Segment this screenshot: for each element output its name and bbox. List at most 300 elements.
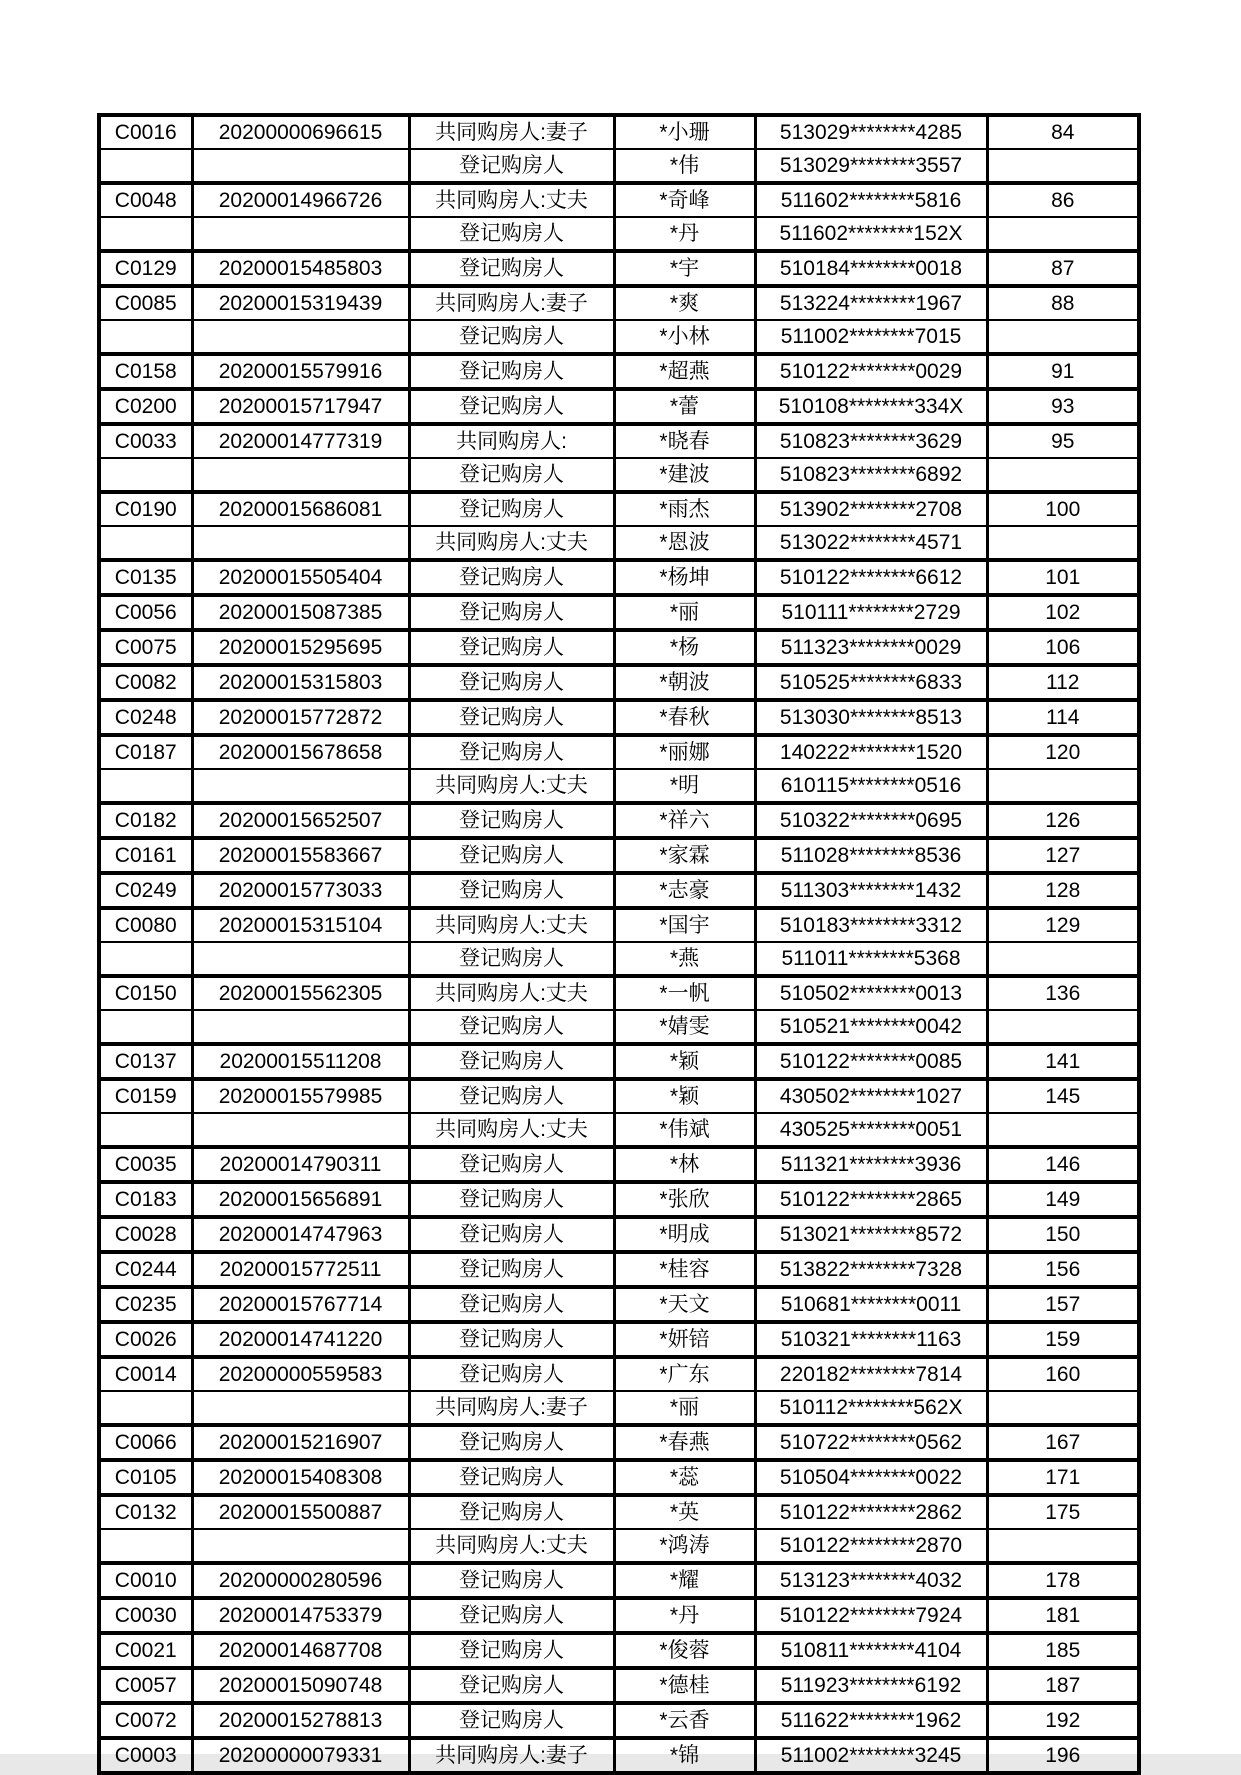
table-row [99, 1391, 1139, 1425]
cell-id-number: 513021********8572 [755, 1217, 987, 1252]
cell-code: C0200 [99, 389, 192, 424]
table-row [99, 560, 1139, 595]
cell-code [99, 526, 192, 560]
cell-sequence-no: 86 [987, 183, 1139, 217]
cell-buyer-role: 登记购房人 [409, 1703, 614, 1738]
cell-buyer-role: 登记购房人 [409, 735, 614, 769]
table-row [99, 1738, 1139, 1773]
table-row [99, 354, 1139, 389]
cell-sequence-no: 196 [987, 1738, 1139, 1773]
cell-buyer-role: 登记购房人 [409, 1668, 614, 1703]
cell-id-number: 513224********1967 [755, 286, 987, 320]
cell-buyer-role: 登记购房人 [409, 1217, 614, 1252]
cell-id-number: 511002********3245 [755, 1738, 987, 1773]
cell-application-no: 20200015278813 [192, 1703, 409, 1738]
cell-id-number: 513822********7328 [755, 1252, 987, 1287]
cell-application-no: 20200015315104 [192, 908, 409, 942]
cell-code: C0129 [99, 251, 192, 286]
cell-sequence-no: 175 [987, 1495, 1139, 1529]
cell-code: C0085 [99, 286, 192, 320]
cell-buyer-role: 登记购房人 [409, 873, 614, 908]
cell-sequence-no: 181 [987, 1598, 1139, 1633]
table-row [99, 665, 1139, 700]
cell-buyer-name: *丹 [614, 217, 755, 251]
cell-buyer-name: *爽 [614, 286, 755, 320]
cell-buyer-name: *天文 [614, 1287, 755, 1322]
cell-sequence-no: 88 [987, 286, 1139, 320]
cell-id-number: 511011********5368 [755, 942, 987, 976]
cell-application-no: 20200000559583 [192, 1357, 409, 1391]
table-row [99, 389, 1139, 424]
cell-application-no [192, 942, 409, 976]
cell-sequence-no: 146 [987, 1147, 1139, 1182]
table-row [99, 1010, 1139, 1044]
cell-id-number: 510122********6612 [755, 560, 987, 595]
cell-buyer-role: 共同购房人:丈夫 [409, 1113, 614, 1147]
cell-id-number: 510122********0029 [755, 354, 987, 389]
cell-buyer-role: 登记购房人 [409, 389, 614, 424]
cell-buyer-role: 登记购房人 [409, 700, 614, 735]
table-row [99, 115, 1139, 149]
cell-sequence-no [987, 458, 1139, 492]
cell-code: C0066 [99, 1425, 192, 1460]
cell-buyer-name: *蕾 [614, 389, 755, 424]
cell-application-no: 20200015772511 [192, 1252, 409, 1287]
cell-id-number: 220182********7814 [755, 1357, 987, 1391]
cell-buyer-name: *奇峰 [614, 183, 755, 217]
cell-code: C0014 [99, 1357, 192, 1391]
cell-buyer-role: 登记购房人 [409, 665, 614, 700]
cell-sequence-no: 100 [987, 492, 1139, 526]
cell-code [99, 1391, 192, 1425]
cell-buyer-role: 登记购房人 [409, 1357, 614, 1391]
cell-id-number: 510502********0013 [755, 976, 987, 1010]
cell-id-number: 510823********3629 [755, 424, 987, 458]
cell-buyer-name: *颖 [614, 1079, 755, 1113]
cell-code: C0072 [99, 1703, 192, 1738]
cell-application-no [192, 149, 409, 183]
cell-code: C0182 [99, 803, 192, 838]
cell-buyer-role: 共同购房人:丈夫 [409, 908, 614, 942]
cell-buyer-role: 共同购房人:丈夫 [409, 1529, 614, 1563]
cell-buyer-role: 登记购房人 [409, 1079, 614, 1113]
cell-id-number: 610115********0516 [755, 769, 987, 803]
cell-buyer-role: 登记购房人 [409, 1425, 614, 1460]
cell-buyer-role: 登记购房人 [409, 1147, 614, 1182]
cell-buyer-name: *妍锫 [614, 1322, 755, 1357]
cell-sequence-no [987, 526, 1139, 560]
cell-id-number: 510811********4104 [755, 1633, 987, 1668]
cell-sequence-no: 156 [987, 1252, 1139, 1287]
cell-code [99, 1529, 192, 1563]
cell-buyer-name: *宇 [614, 251, 755, 286]
cell-buyer-name: *英 [614, 1495, 755, 1529]
cell-code [99, 769, 192, 803]
cell-buyer-name: *鸿涛 [614, 1529, 755, 1563]
cell-sequence-no: 127 [987, 838, 1139, 873]
cell-application-no: 20200014753379 [192, 1598, 409, 1633]
cell-buyer-name: *丽娜 [614, 735, 755, 769]
cell-id-number: 511002********7015 [755, 320, 987, 354]
cell-id-number: 513029********4285 [755, 115, 987, 149]
cell-code: C0183 [99, 1182, 192, 1217]
cell-application-no: 20200015216907 [192, 1425, 409, 1460]
cell-sequence-no [987, 149, 1139, 183]
cell-id-number: 510122********2865 [755, 1182, 987, 1217]
cell-code [99, 149, 192, 183]
cell-id-number: 511602********152X [755, 217, 987, 251]
cell-id-number: 140222********1520 [755, 735, 987, 769]
cell-id-number: 511622********1962 [755, 1703, 987, 1738]
cell-id-number: 510521********0042 [755, 1010, 987, 1044]
cell-application-no: 20200015579916 [192, 354, 409, 389]
table-row [99, 700, 1139, 735]
cell-sequence-no: 120 [987, 735, 1139, 769]
cell-code: C0080 [99, 908, 192, 942]
table-row [99, 183, 1139, 217]
cell-sequence-no: 149 [987, 1182, 1139, 1217]
table-row [99, 1217, 1139, 1252]
cell-sequence-no: 84 [987, 115, 1139, 149]
table-row [99, 1633, 1139, 1668]
cell-application-no [192, 526, 409, 560]
cell-sequence-no: 106 [987, 630, 1139, 665]
cell-code: C0057 [99, 1668, 192, 1703]
table-row [99, 458, 1139, 492]
cell-buyer-name: *明成 [614, 1217, 755, 1252]
cell-buyer-role: 登记购房人 [409, 354, 614, 389]
cell-code: C0026 [99, 1322, 192, 1357]
cell-sequence-no: 129 [987, 908, 1139, 942]
cell-code: C0150 [99, 976, 192, 1010]
cell-buyer-role: 登记购房人 [409, 595, 614, 630]
cell-buyer-role: 登记购房人 [409, 492, 614, 526]
cell-sequence-no: 141 [987, 1044, 1139, 1079]
cell-sequence-no: 145 [987, 1079, 1139, 1113]
cell-buyer-name: *林 [614, 1147, 755, 1182]
table-row [99, 735, 1139, 769]
purchaser-roster-table [97, 113, 1141, 1775]
cell-id-number: 510122********2862 [755, 1495, 987, 1529]
cell-buyer-role: 登记购房人 [409, 149, 614, 183]
cell-buyer-name: *伟斌 [614, 1113, 755, 1147]
cell-buyer-name: *国宇 [614, 908, 755, 942]
cell-application-no: 20200015319439 [192, 286, 409, 320]
cell-id-number: 510122********2870 [755, 1529, 987, 1563]
cell-application-no: 20200015485803 [192, 251, 409, 286]
cell-id-number: 510111********2729 [755, 595, 987, 630]
cell-code: C0056 [99, 595, 192, 630]
table-row [99, 838, 1139, 873]
cell-sequence-no: 91 [987, 354, 1139, 389]
table-row [99, 976, 1139, 1010]
cell-buyer-role: 登记购房人 [409, 251, 614, 286]
cell-buyer-name: *丽 [614, 595, 755, 630]
cell-buyer-role: 登记购房人 [409, 1495, 614, 1529]
cell-application-no: 20200015579985 [192, 1079, 409, 1113]
cell-buyer-role: 登记购房人 [409, 1598, 614, 1633]
table-row [99, 286, 1139, 320]
cell-id-number: 511303********1432 [755, 873, 987, 908]
table-row [99, 1287, 1139, 1322]
cell-buyer-name: *晓春 [614, 424, 755, 458]
cell-sequence-no: 114 [987, 700, 1139, 735]
cell-buyer-name: *杨 [614, 630, 755, 665]
cell-buyer-name: *小珊 [614, 115, 755, 149]
cell-application-no: 20200015408308 [192, 1460, 409, 1495]
cell-buyer-name: *云香 [614, 1703, 755, 1738]
cell-sequence-no [987, 942, 1139, 976]
cell-code: C0105 [99, 1460, 192, 1495]
cell-code: C0235 [99, 1287, 192, 1322]
cell-sequence-no: 178 [987, 1563, 1139, 1598]
cell-buyer-role: 登记购房人 [409, 1633, 614, 1668]
table-row [99, 149, 1139, 183]
cell-sequence-no: 150 [987, 1217, 1139, 1252]
cell-sequence-no: 87 [987, 251, 1139, 286]
cell-buyer-role: 共同购房人: [409, 424, 614, 458]
cell-application-no: 20200015511208 [192, 1044, 409, 1079]
cell-id-number: 430525********0051 [755, 1113, 987, 1147]
table-row [99, 1703, 1139, 1738]
cell-application-no [192, 320, 409, 354]
cell-application-no [192, 458, 409, 492]
cell-buyer-name: *祥六 [614, 803, 755, 838]
table-row [99, 595, 1139, 630]
table-row [99, 251, 1139, 286]
cell-code: C0016 [99, 115, 192, 149]
cell-id-number: 513030********8513 [755, 700, 987, 735]
table-row [99, 1357, 1139, 1391]
cell-id-number: 513123********4032 [755, 1563, 987, 1598]
cell-buyer-name: *丽 [614, 1391, 755, 1425]
cell-buyer-role: 登记购房人 [409, 1322, 614, 1357]
cell-id-number: 513902********2708 [755, 492, 987, 526]
cell-buyer-name: *一帆 [614, 976, 755, 1010]
cell-buyer-role: 共同购房人:妻子 [409, 1738, 614, 1773]
cell-id-number: 510112********562X [755, 1391, 987, 1425]
cell-id-number: 511323********0029 [755, 630, 987, 665]
cell-buyer-role: 登记购房人 [409, 1252, 614, 1287]
cell-code: C0035 [99, 1147, 192, 1182]
cell-sequence-no [987, 1113, 1139, 1147]
cell-code [99, 942, 192, 976]
table-row [99, 803, 1139, 838]
cell-buyer-role: 共同购房人:妻子 [409, 115, 614, 149]
cell-buyer-role: 登记购房人 [409, 803, 614, 838]
cell-buyer-name: *蕊 [614, 1460, 755, 1495]
cell-sequence-no [987, 1391, 1139, 1425]
cell-buyer-name: *德桂 [614, 1668, 755, 1703]
cell-id-number: 511028********8536 [755, 838, 987, 873]
cell-code [99, 1010, 192, 1044]
cell-id-number: 510321********1163 [755, 1322, 987, 1357]
table-row [99, 492, 1139, 526]
cell-id-number: 510681********0011 [755, 1287, 987, 1322]
cell-code: C0244 [99, 1252, 192, 1287]
cell-code: C0048 [99, 183, 192, 217]
table-row [99, 1252, 1139, 1287]
cell-sequence-no: 167 [987, 1425, 1139, 1460]
cell-buyer-name: *春秋 [614, 700, 755, 735]
cell-id-number: 510823********6892 [755, 458, 987, 492]
cell-buyer-name: *小林 [614, 320, 755, 354]
cell-buyer-name: *婧雯 [614, 1010, 755, 1044]
cell-code: C0132 [99, 1495, 192, 1529]
cell-sequence-no: 159 [987, 1322, 1139, 1357]
cell-application-no: 20200015772872 [192, 700, 409, 735]
cell-sequence-no: 95 [987, 424, 1139, 458]
cell-buyer-name: *丹 [614, 1598, 755, 1633]
cell-application-no: 20200015686081 [192, 492, 409, 526]
cell-sequence-no: 128 [987, 873, 1139, 908]
cell-id-number: 511321********3936 [755, 1147, 987, 1182]
cell-sequence-no: 187 [987, 1668, 1139, 1703]
cell-sequence-no: 157 [987, 1287, 1139, 1322]
table-row [99, 1529, 1139, 1563]
cell-sequence-no [987, 1010, 1139, 1044]
cell-application-no: 20200015583667 [192, 838, 409, 873]
cell-application-no [192, 1391, 409, 1425]
table-row [99, 1079, 1139, 1113]
cell-buyer-role: 共同购房人:妻子 [409, 1391, 614, 1425]
cell-id-number: 510525********6833 [755, 665, 987, 700]
cell-buyer-name: *建波 [614, 458, 755, 492]
cell-application-no: 20200015767714 [192, 1287, 409, 1322]
table-row [99, 769, 1139, 803]
cell-code: C0187 [99, 735, 192, 769]
cell-code [99, 458, 192, 492]
cell-sequence-no: 112 [987, 665, 1139, 700]
cell-sequence-no [987, 217, 1139, 251]
cell-sequence-no: 126 [987, 803, 1139, 838]
cell-buyer-name: *家霖 [614, 838, 755, 873]
cell-sequence-no: 192 [987, 1703, 1139, 1738]
table-row [99, 1147, 1139, 1182]
table-row [99, 424, 1139, 458]
table-row [99, 526, 1139, 560]
cell-buyer-role: 登记购房人 [409, 1182, 614, 1217]
cell-buyer-role: 登记购房人 [409, 1044, 614, 1079]
cell-application-no: 20200015652507 [192, 803, 409, 838]
table-row [99, 1044, 1139, 1079]
cell-sequence-no: 185 [987, 1633, 1139, 1668]
cell-sequence-no [987, 769, 1139, 803]
cell-application-no: 20200000696615 [192, 115, 409, 149]
cell-buyer-role: 登记购房人 [409, 1563, 614, 1598]
cell-buyer-name: *俊蓉 [614, 1633, 755, 1668]
cell-buyer-name: *恩波 [614, 526, 755, 560]
cell-code: C0190 [99, 492, 192, 526]
cell-application-no: 20200015773033 [192, 873, 409, 908]
cell-code: C0010 [99, 1563, 192, 1598]
cell-buyer-name: *颖 [614, 1044, 755, 1079]
cell-application-no [192, 217, 409, 251]
cell-application-no: 20200015678658 [192, 735, 409, 769]
cell-id-number: 510122********0085 [755, 1044, 987, 1079]
cell-sequence-no [987, 1529, 1139, 1563]
cell-buyer-name: *广东 [614, 1357, 755, 1391]
cell-code [99, 1113, 192, 1147]
table-row [99, 217, 1139, 251]
cell-id-number: 430502********1027 [755, 1079, 987, 1113]
cell-code: C0159 [99, 1079, 192, 1113]
cell-id-number: 510322********0695 [755, 803, 987, 838]
cell-application-no: 20200015717947 [192, 389, 409, 424]
cell-id-number: 510108********334X [755, 389, 987, 424]
cell-buyer-role: 登记购房人 [409, 838, 614, 873]
cell-buyer-role: 登记购房人 [409, 1460, 614, 1495]
table-row [99, 1460, 1139, 1495]
cell-application-no: 20200015505404 [192, 560, 409, 595]
cell-code: C0161 [99, 838, 192, 873]
cell-id-number: 510184********0018 [755, 251, 987, 286]
cell-buyer-name: *锦 [614, 1738, 755, 1773]
cell-application-no: 20200015295695 [192, 630, 409, 665]
table-row [99, 1182, 1139, 1217]
cell-code [99, 217, 192, 251]
cell-code: C0021 [99, 1633, 192, 1668]
cell-application-no [192, 1113, 409, 1147]
cell-application-no: 20200014966726 [192, 183, 409, 217]
cell-application-no: 20200015656891 [192, 1182, 409, 1217]
cell-id-number: 510183********3312 [755, 908, 987, 942]
cell-sequence-no [987, 320, 1139, 354]
cell-code: C0003 [99, 1738, 192, 1773]
cell-buyer-role: 共同购房人:妻子 [409, 286, 614, 320]
cell-code: C0033 [99, 424, 192, 458]
cell-application-no: 20200014741220 [192, 1322, 409, 1357]
cell-sequence-no: 136 [987, 976, 1139, 1010]
cell-application-no: 20200000280596 [192, 1563, 409, 1598]
table-row [99, 908, 1139, 942]
cell-buyer-role: 登记购房人 [409, 217, 614, 251]
cell-application-no: 20200015562305 [192, 976, 409, 1010]
cell-sequence-no: 160 [987, 1357, 1139, 1391]
cell-buyer-role: 共同购房人:丈夫 [409, 183, 614, 217]
cell-id-number: 513022********4571 [755, 526, 987, 560]
cell-buyer-name: *明 [614, 769, 755, 803]
cell-buyer-role: 登记购房人 [409, 560, 614, 595]
cell-buyer-name: *春燕 [614, 1425, 755, 1460]
cell-application-no: 20200014747963 [192, 1217, 409, 1252]
cell-buyer-role: 共同购房人:丈夫 [409, 976, 614, 1010]
cell-buyer-name: *志豪 [614, 873, 755, 908]
cell-id-number: 510122********7924 [755, 1598, 987, 1633]
cell-application-no: 20200000079331 [192, 1738, 409, 1773]
table-row [99, 1113, 1139, 1147]
cell-buyer-name: *超燕 [614, 354, 755, 389]
cell-buyer-role: 登记购房人 [409, 320, 614, 354]
cell-code: C0075 [99, 630, 192, 665]
cell-code [99, 320, 192, 354]
cell-buyer-role: 登记购房人 [409, 942, 614, 976]
cell-application-no: 20200015087385 [192, 595, 409, 630]
table-row [99, 1425, 1139, 1460]
cell-code: C0082 [99, 665, 192, 700]
cell-buyer-name: *伟 [614, 149, 755, 183]
cell-buyer-role: 登记购房人 [409, 458, 614, 492]
table-row [99, 1563, 1139, 1598]
cell-buyer-name: *杨坤 [614, 560, 755, 595]
cell-buyer-name: *张欣 [614, 1182, 755, 1217]
cell-buyer-name: *朝波 [614, 665, 755, 700]
cell-code: C0135 [99, 560, 192, 595]
table-row [99, 1322, 1139, 1357]
table-row [99, 1495, 1139, 1529]
cell-application-no: 20200015315803 [192, 665, 409, 700]
cell-sequence-no: 101 [987, 560, 1139, 595]
